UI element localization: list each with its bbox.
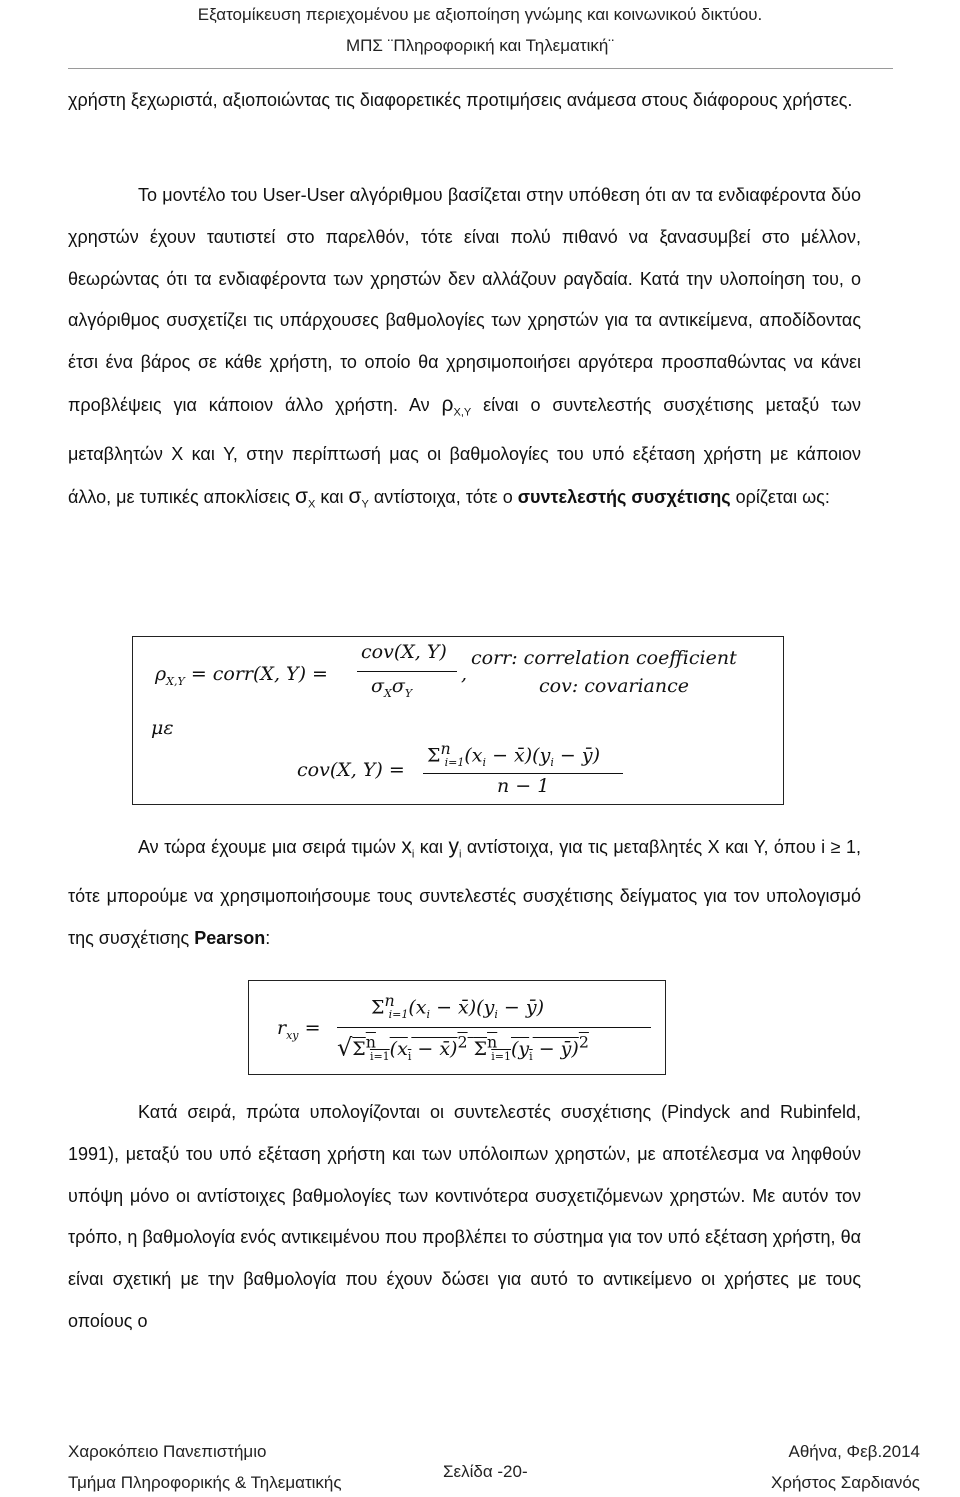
p1-text-d: ορίζεται ως: bbox=[730, 487, 830, 508]
p1-text-c: αντίστοιχα, τότε ο bbox=[368, 487, 518, 508]
bold-pearson: Pearson bbox=[194, 928, 266, 949]
sigma-x-symbol: σ bbox=[295, 485, 308, 509]
rho-symbol: ρ bbox=[441, 392, 454, 416]
formula2-lhs: $r_{xy}$ = bbox=[277, 1017, 321, 1042]
formula1-note-corr: corr: correlation coefficient bbox=[471, 647, 737, 669]
formula1-denominator: $\sigma_X\sigma_Y$ bbox=[371, 675, 413, 700]
paragraph-intro: χρήστη ξεχωριστά, αξιοποιώντας τις διαφορετικές προτιμήσεις ανάμεσα στους διάφορους χρήστες. bbox=[68, 90, 853, 110]
formula-box-pearson bbox=[248, 980, 666, 1075]
footer-author: Χρήστος Σαρδιανός bbox=[770, 1473, 920, 1492]
formula1-lhs: $\rho_{X,Y}$ = corr(X, Y) = bbox=[155, 663, 328, 688]
formula1-cov-lhs: cov(X, Y) = bbox=[297, 759, 405, 781]
sigma-y-symbol: σ bbox=[348, 485, 362, 509]
paragraph-procedure: Κατά σειρά, πρώτα υπολογίζονται οι συντελεστές συσχέτισης (Pindyck and Rubinfeld, 1991), μεταξύ του υπό εξέταση χρήστη και των υπόλοιπων χρηστών, με αποτέλεσμα να ληφθούν υπόψη μόνο οι αντίστοιχες βαθμολογίες των κοντινότερα συσχετιζόμενων χρηστών. Με αυτόν τον τρόπο, η βαθμολογία ενός αντικειμένου που προβλέπει το σύστημα για τον υπό εξέταση χρήστη, θα είναι σχετική με την βαθμολογία που έχουν δώσει για αυτό το αντικείμενο οι χρήστες με τους οποίους ο bbox=[68, 1102, 861, 1331]
formula1-note-cov: cov: covariance bbox=[539, 675, 690, 697]
sigma-x-subscript: X bbox=[307, 498, 316, 511]
y-index: i bbox=[458, 848, 462, 861]
formula1-cov-numerator: $\Sigma^n_{i=1}(x_i$ − $x̄)(y_i$ − ȳ) bbox=[427, 739, 601, 770]
p1-and: και bbox=[315, 487, 349, 508]
footer-university: Χαροκόπειο Πανεπιστήμιο bbox=[68, 1442, 267, 1461]
formula1-numerator: cov(X, Y) bbox=[361, 641, 447, 663]
formula1-cov-fraction-line bbox=[423, 773, 623, 774]
formula-box-correlation bbox=[132, 636, 784, 805]
paragraph-user-user-model bbox=[68, 175, 861, 527]
formula2-denominator: $√\Sigma^n_{i=1}(x_i$ − x̄)$^2$ $\Sigma^n_{i=1}(y_i$ − ȳ)$^2$ bbox=[337, 1033, 589, 1064]
footer-department: Τμήμα Πληροφορικής & Τηλεματικής bbox=[68, 1473, 342, 1492]
p2-text-a: Αν τώρα έχουμε μια σειρά τιμών bbox=[138, 837, 402, 857]
formula1-fraction-line bbox=[357, 671, 457, 672]
formula2-numerator: $\Sigma^n_{i=1}(x_i$ − $x̄)(y_i$ − ȳ) bbox=[371, 991, 545, 1022]
sigma-y-subscript: Y bbox=[361, 498, 369, 511]
formula1-cov-denominator: n − 1 bbox=[497, 775, 550, 797]
x-variable: x bbox=[401, 835, 412, 858]
header-title: Εξατομίκευση περιεχομένου με αξιοποίηση γνώμης και κοινωνικού δικτύου. bbox=[197, 5, 763, 24]
paragraph-pearson-intro bbox=[68, 826, 861, 960]
footer-page-number: Σελίδα -20- bbox=[443, 1462, 528, 1481]
header-divider bbox=[68, 68, 893, 69]
p1-text-b: είναι ο συντελεστής συσχέτισης μεταξύ των μεταβλητών X και Y, στην περίπτωσή μας οι βαθμολογίες του υπό εξέταση χρήστη με κάποιον άλλο, με τυπικές αποκλίσεις bbox=[68, 394, 861, 508]
p1-text-a: Το μοντέλο του User-User αλγόριθμου βασίζεται στην υπόθεση ότι αν τα ενδιαφέροντα δύο χρηστών έχουν ταυτιστεί στο παρελθόν, τότε είναι πολύ πιθανό να ξανασυμβεί στο μέλλον, θεωρώντας ότι τα ενδιαφέροντα των χρηστών δεν αλλάζουν ραγδαία. Κατά την υλοποίηση του, ο αλγόριθμος συσχετίζει τις υπάρχουσες βαθμολογίες των χρηστών για τα αντικείμενα, αποδίδοντας έτσι ένα βάρος σε κάθε χρήστη, το οποίο θα χρησιμοποιήσει αργότερα προσπαθώντας να κάνει προβλέψεις για κάποιον άλλο χρήστη. Αν bbox=[68, 185, 861, 415]
p2-and: και bbox=[414, 837, 449, 857]
formula2-fraction-line bbox=[337, 1027, 651, 1028]
footer-place-date: Αθήνα, Φεβ.2014 bbox=[788, 1442, 920, 1461]
bold-correlation-coefficient: συντελεστής συσχέτισης bbox=[517, 487, 731, 508]
formula1-me-label: με bbox=[151, 717, 174, 739]
x-index: i bbox=[411, 848, 415, 861]
p2-text-d: : bbox=[265, 928, 271, 949]
geq-symbol: ≥ bbox=[830, 837, 841, 857]
p2-text-c: 1, τότε μπορούμε να χρησιμοποιήσουμε τους συντελεστές συσχέτισης δείγματος για τον υπολογισμό της συσχέτισης bbox=[68, 837, 861, 949]
rho-subscript: X,Y bbox=[453, 406, 472, 419]
formula1-comma: , bbox=[461, 663, 468, 685]
p2-text-b: αντίστοιχα, για τις μεταβλητές X και Y, όπου i bbox=[461, 837, 831, 857]
header-program: ΜΠΣ ¨Πληροφορική και Τηλεματική¨ bbox=[345, 36, 614, 55]
y-variable: y bbox=[448, 835, 459, 858]
